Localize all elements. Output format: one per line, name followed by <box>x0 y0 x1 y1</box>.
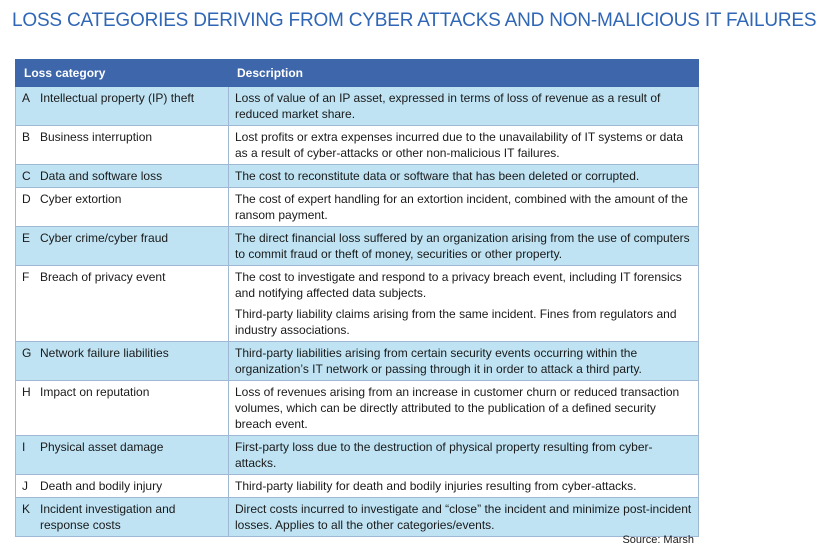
row-letter: G <box>22 346 32 360</box>
description-cell: Third-party liabilities arising from certain security events occurring within the organization’s IT network or passing through it in order to attack a third party. <box>229 342 699 381</box>
category-label: Incident investigation and response costs <box>40 502 176 532</box>
category-label: Intellectual property (IP) theft <box>40 91 195 105</box>
table-row <box>16 188 699 227</box>
category-cell <box>16 436 229 475</box>
category-label: Breach of privacy event <box>40 270 166 284</box>
source-note: Source: Marsh <box>622 534 694 546</box>
table-row <box>16 498 699 537</box>
row-letter: I <box>22 440 26 454</box>
description-cell <box>229 266 699 342</box>
category-cell <box>16 188 229 227</box>
table-row <box>16 475 699 498</box>
loss-categories-table <box>15 59 699 537</box>
category-cell <box>16 126 229 165</box>
category-cell <box>16 381 229 436</box>
header-description: Description <box>229 60 699 87</box>
category-label: Network failure liabilities <box>40 346 169 360</box>
row-letter: A <box>22 91 31 105</box>
description-cell: First-party loss due to the destruction of physical property resulting from cyber-attacks. <box>229 436 699 475</box>
category-label: Data and software loss <box>40 169 163 183</box>
table-row <box>16 126 699 165</box>
description-cell: Loss of revenues arising from an increase in customer churn or reduced transaction volumes, which can be directly attributed to the publication of a defined security breach event. <box>229 381 699 436</box>
table-row <box>16 381 699 436</box>
category-cell <box>16 87 229 126</box>
description-cell: The cost of expert handling for an extortion incident, combined with the amount of the ransom payment. <box>229 188 699 227</box>
row-letter: C <box>22 169 31 183</box>
category-label: Impact on reputation <box>40 385 150 399</box>
category-cell <box>16 266 229 342</box>
row-letter: F <box>22 270 30 284</box>
description-paragraph-2: Third-party liability claims arising from the same incident. Fines from regulators and industry associations. <box>235 307 677 337</box>
category-label: Cyber extortion <box>40 192 122 206</box>
category-label: Physical asset damage <box>40 440 164 454</box>
description-cell: The cost to reconstitute data or software that has been deleted or corrupted. <box>229 165 699 188</box>
category-cell <box>16 475 229 498</box>
page-title: LOSS CATEGORIES DERIVING FROM CYBER ATTACKS AND NON-MALICIOUS IT FAILURES <box>12 10 816 31</box>
table-header-row <box>16 60 699 87</box>
description-cell: Third-party liability for death and bodily injuries resulting from cyber-attacks. <box>229 475 699 498</box>
table-row <box>16 227 699 266</box>
category-cell <box>16 165 229 188</box>
category-label: Business interruption <box>40 130 153 144</box>
category-label: Cyber crime/cyber fraud <box>40 231 169 245</box>
row-letter: B <box>22 130 31 144</box>
table-row <box>16 436 699 475</box>
description-cell: The direct financial loss suffered by an organization arising from the use of computers to commit fraud or theft of money, securities or other property. <box>229 227 699 266</box>
table-row <box>16 165 699 188</box>
category-cell <box>16 227 229 266</box>
table-row <box>16 87 699 126</box>
row-letter: J <box>22 479 28 493</box>
table-row <box>16 266 699 342</box>
row-letter: H <box>22 385 31 399</box>
row-letter: D <box>22 192 31 206</box>
row-letter: E <box>22 231 31 245</box>
category-cell <box>16 342 229 381</box>
description-cell: Lost profits or extra expenses incurred due to the unavailability of IT systems or data as a result of cyber-attacks or other non-malicious IT failures. <box>229 126 699 165</box>
category-label: Death and bodily injury <box>40 479 163 493</box>
description-cell: Direct costs incurred to investigate and “close” the incident and minimize post-incident losses. Applies to all the other categories/events. <box>229 498 699 537</box>
description-cell: Loss of value of an IP asset, expressed in terms of loss of revenue as a result of reduced market share. <box>229 87 699 126</box>
row-letter: K <box>22 502 31 516</box>
header-loss-category: Loss category <box>16 60 229 87</box>
category-cell <box>16 498 229 537</box>
table-row <box>16 342 699 381</box>
description-paragraph: The cost to investigate and respond to a privacy breach event, including IT forensics and notifying affected data subjects. <box>235 270 682 300</box>
